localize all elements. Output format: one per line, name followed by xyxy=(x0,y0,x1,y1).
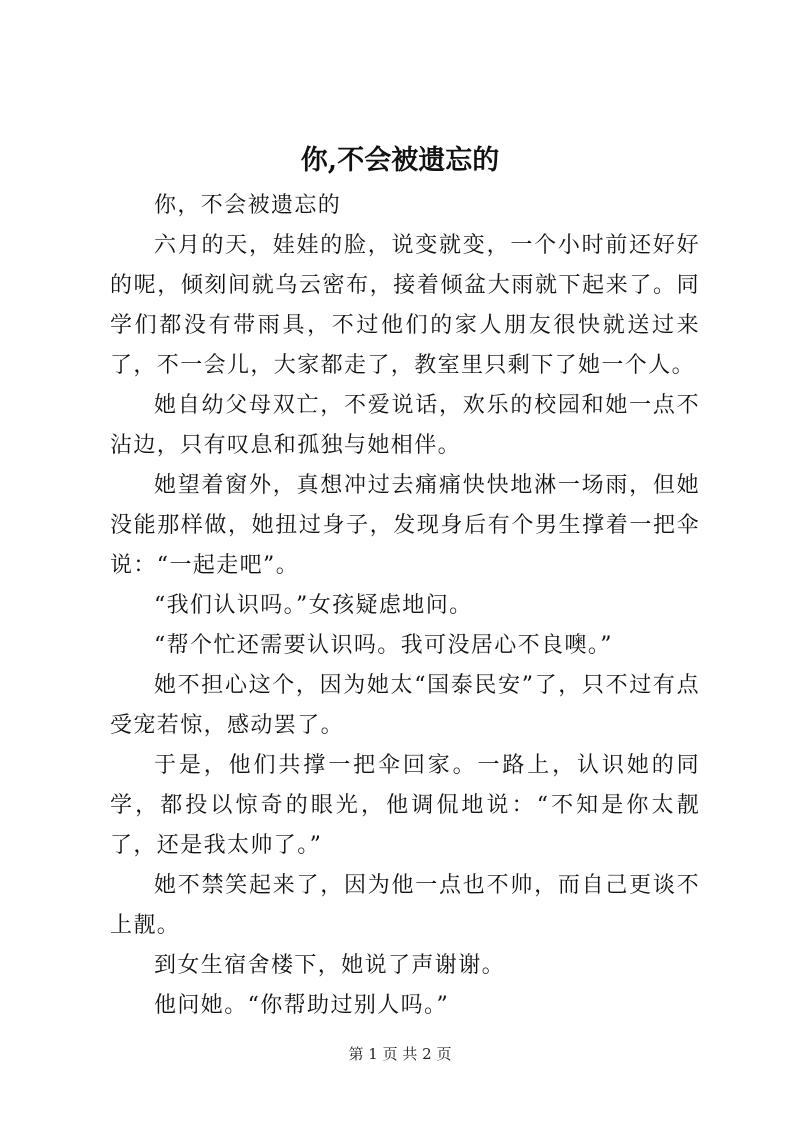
paragraph: 她自幼父母双亡，不爱说话，欢乐的校园和她一点不沾边，只有叹息和孤独与她相伴。 xyxy=(110,393,700,458)
paragraph: 他问她。“你帮助过别人吗。” xyxy=(154,993,450,1018)
paragraph: 她不担心这个，因为她太“国泰民安”了，只不过有点受宠若惊，感动罢了。 xyxy=(110,673,700,738)
paragraph: “帮个忙还需要认识吗。我可没居心不良噢。” xyxy=(154,633,613,658)
page-number-footer: 第 1 页 共 2 页 xyxy=(348,1045,452,1063)
paragraph: 她望着窗外，真想冲过去痛痛快快地淋一场雨，但她没能那样做，她扭过身子，发现身后有个男生撑着一把伞说：“一起走吧”。 xyxy=(110,473,700,578)
document-body xyxy=(110,186,700,1026)
paragraph: 于是，他们共撑一把伞回家。一路上，认识她的同学，都投以惊奇的眼光，他调侃地说：“不知是你太靓了，还是我太帅了。” xyxy=(110,753,700,858)
paragraph-subtitle: 你，不会被遗忘的 xyxy=(154,193,342,218)
document-title: 你,不会被遗忘的 xyxy=(300,145,500,176)
paragraph: 她不禁笑起来了，因为他一点也不帅，而自己更谈不上靓。 xyxy=(110,873,700,938)
paragraph: 到女生宿舍楼下，她说了声谢谢。 xyxy=(154,953,506,978)
paragraph: “我们认识吗。”女孩疑虑地问。 xyxy=(154,593,473,618)
paragraph: 六月的天，娃娃的脸，说变就变，一个小时前还好好的呢，倾刻间就乌云密布，接着倾盆大雨就下起来了。同学们都没有带雨具，不过他们的家人朋友很快就送过来了，不一会儿，大家都走了，教室里只剩下了她一个人。 xyxy=(110,233,700,378)
